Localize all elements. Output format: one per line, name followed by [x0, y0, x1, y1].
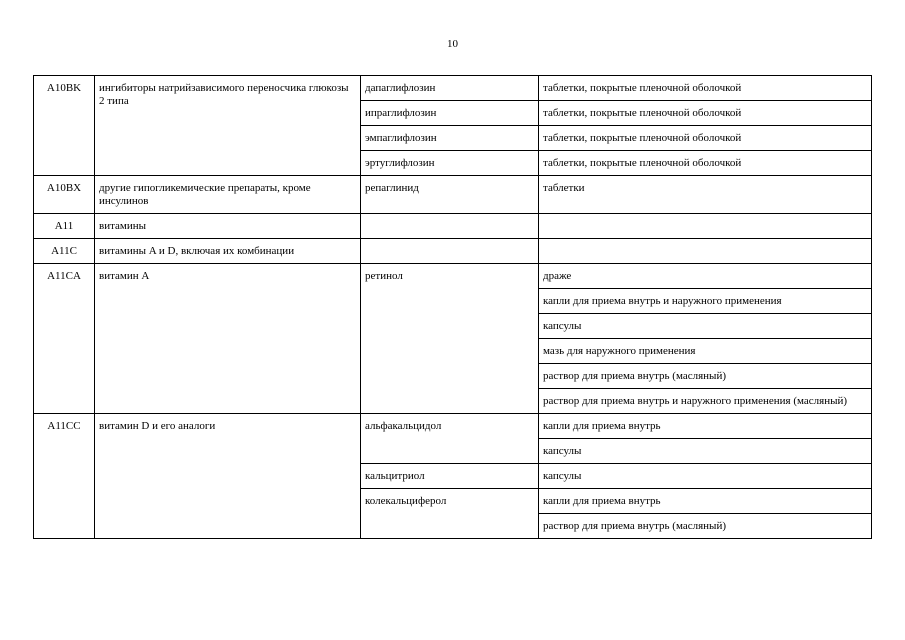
- dosage-form-cell: капли для приема внутрь и наружного применения: [539, 289, 872, 314]
- dosage-form-cell: таблетки, покрытые пленочной оболочкой: [539, 126, 872, 151]
- substance-name-cell: эртуглифлозин: [361, 151, 539, 176]
- dosage-form-cell: [539, 239, 872, 264]
- dosage-form-cell: мазь для наружного применения: [539, 339, 872, 364]
- dosage-form-cell: капли для приема внутрь: [539, 489, 872, 514]
- dosage-form-cell: капсулы: [539, 464, 872, 489]
- table-row: [34, 239, 872, 264]
- table-body: [34, 76, 872, 539]
- group-name-cell: другие гипогликемические препараты, кроме инсулинов: [95, 176, 361, 214]
- dosage-form-cell: капсулы: [539, 314, 872, 339]
- dosage-form-cell: [539, 214, 872, 239]
- table-row: [34, 176, 872, 214]
- substance-name-cell: репаглинид: [361, 176, 539, 214]
- group-name-cell: витамин A: [95, 264, 361, 414]
- atc-code-cell: A11CA: [34, 264, 95, 414]
- group-name-cell: ингибиторы натрийзависимого переносчика глюкозы 2 типа: [95, 76, 361, 176]
- drug-list-table: [33, 75, 872, 539]
- atc-code-cell: A11C: [34, 239, 95, 264]
- substance-name-cell: [361, 214, 539, 239]
- substance-name-cell: ретинол: [361, 264, 539, 414]
- substance-name-cell: [361, 239, 539, 264]
- atc-code-cell: A11CC: [34, 414, 95, 539]
- dosage-form-cell: раствор для приема внутрь (масляный): [539, 364, 872, 389]
- dosage-form-cell: раствор для приема внутрь (масляный): [539, 514, 872, 539]
- table-row: [34, 76, 872, 101]
- dosage-form-cell: таблетки, покрытые пленочной оболочкой: [539, 76, 872, 101]
- substance-name-cell: колекальциферол: [361, 489, 539, 539]
- group-name-cell: витамин D и его аналоги: [95, 414, 361, 539]
- dosage-form-cell: таблетки, покрытые пленочной оболочкой: [539, 101, 872, 126]
- atc-code-cell: A10BK: [34, 76, 95, 176]
- dosage-form-cell: раствор для приема внутрь и наружного применения (масляный): [539, 389, 872, 414]
- dosage-form-cell: таблетки, покрытые пленочной оболочкой: [539, 151, 872, 176]
- dosage-form-cell: капли для приема внутрь: [539, 414, 872, 439]
- table-row: [34, 264, 872, 289]
- substance-name-cell: альфакальцидол: [361, 414, 539, 464]
- dosage-form-cell: драже: [539, 264, 872, 289]
- substance-name-cell: дапаглифлозин: [361, 76, 539, 101]
- group-name-cell: витамины A и D, включая их комбинации: [95, 239, 361, 264]
- dosage-form-cell: таблетки: [539, 176, 872, 214]
- page-number: 10: [447, 38, 458, 50]
- dosage-form-cell: капсулы: [539, 439, 872, 464]
- substance-name-cell: ипраглифлозин: [361, 101, 539, 126]
- table-row: [34, 414, 872, 439]
- atc-code-cell: A10BX: [34, 176, 95, 214]
- substance-name-cell: эмпаглифлозин: [361, 126, 539, 151]
- group-name-cell: витамины: [95, 214, 361, 239]
- substance-name-cell: кальцитриол: [361, 464, 539, 489]
- atc-code-cell: A11: [34, 214, 95, 239]
- table-row: [34, 214, 872, 239]
